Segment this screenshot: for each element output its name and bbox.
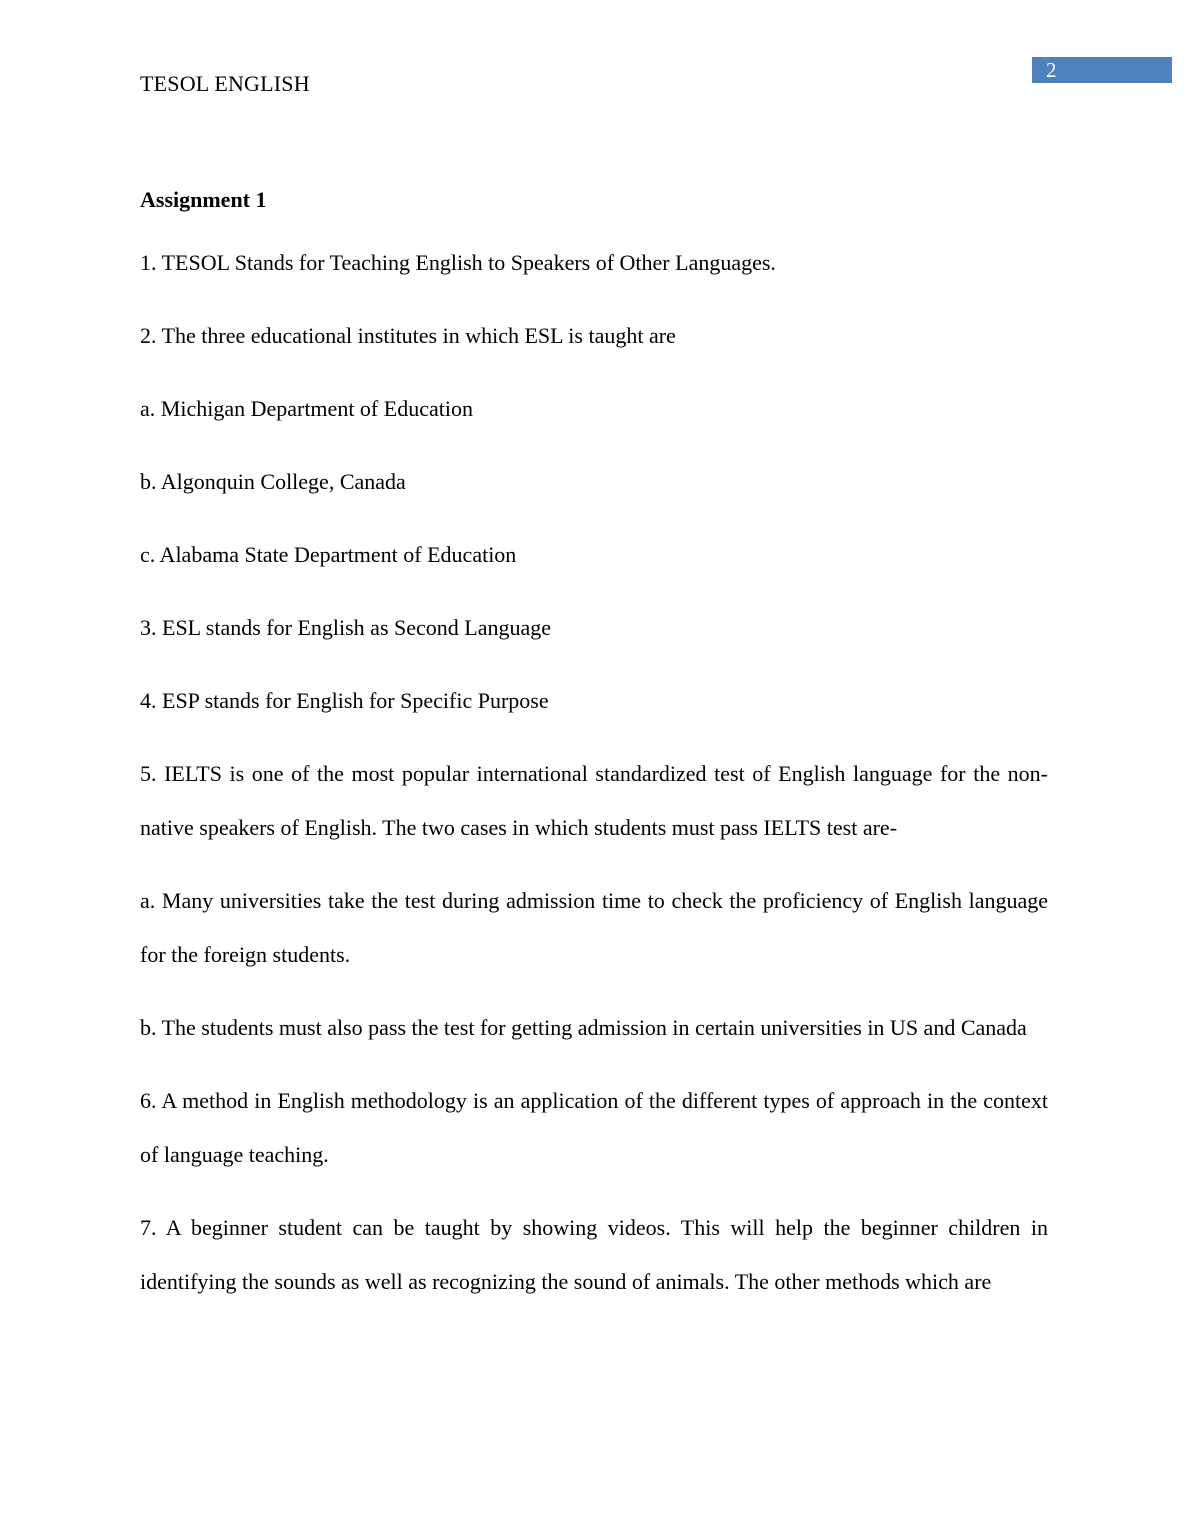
paragraph: 7. A beginner student can be taught by showing videos. This will help the beginner children in identifying the sounds as well as recognizing the sound of animals. The other methods which are [140, 1215, 1048, 1294]
assignment-heading: Assignment 1 [140, 187, 267, 212]
running-head: TESOL ENGLISH [140, 71, 310, 96]
paragraph: b. Algonquin College, Canada [140, 469, 406, 494]
paragraph: 2. The three educational institutes in which ESL is taught are [140, 323, 676, 348]
paragraph: 3. ESL stands for English as Second Language [140, 615, 551, 640]
paragraph: 5. IELTS is one of the most popular international standardized test of English language for the non-native speakers of English. The two cases in which students must pass IELTS test are- [140, 761, 1048, 840]
paragraph: c. Alabama State Department of Education [140, 542, 517, 567]
paragraph: a. Many universities take the test during admission time to check the proficiency of English language for the foreign students. [140, 888, 1048, 967]
paragraph: a. Michigan Department of Education [140, 396, 473, 421]
page-number-box [1032, 57, 1172, 83]
page-number: 2 [1046, 58, 1057, 82]
paragraph: 6. A method in English methodology is an application of the different types of approach in the context of language teaching. [140, 1088, 1048, 1167]
paragraph: 4. ESP stands for English for Specific Purpose [140, 688, 549, 713]
paragraph: 1. TESOL Stands for Teaching English to Speakers of Other Languages. [140, 250, 776, 275]
paragraph: b. The students must also pass the test for getting admission in certain universities in US and Canada [140, 1015, 1027, 1040]
document-body [140, 182, 1048, 1328]
